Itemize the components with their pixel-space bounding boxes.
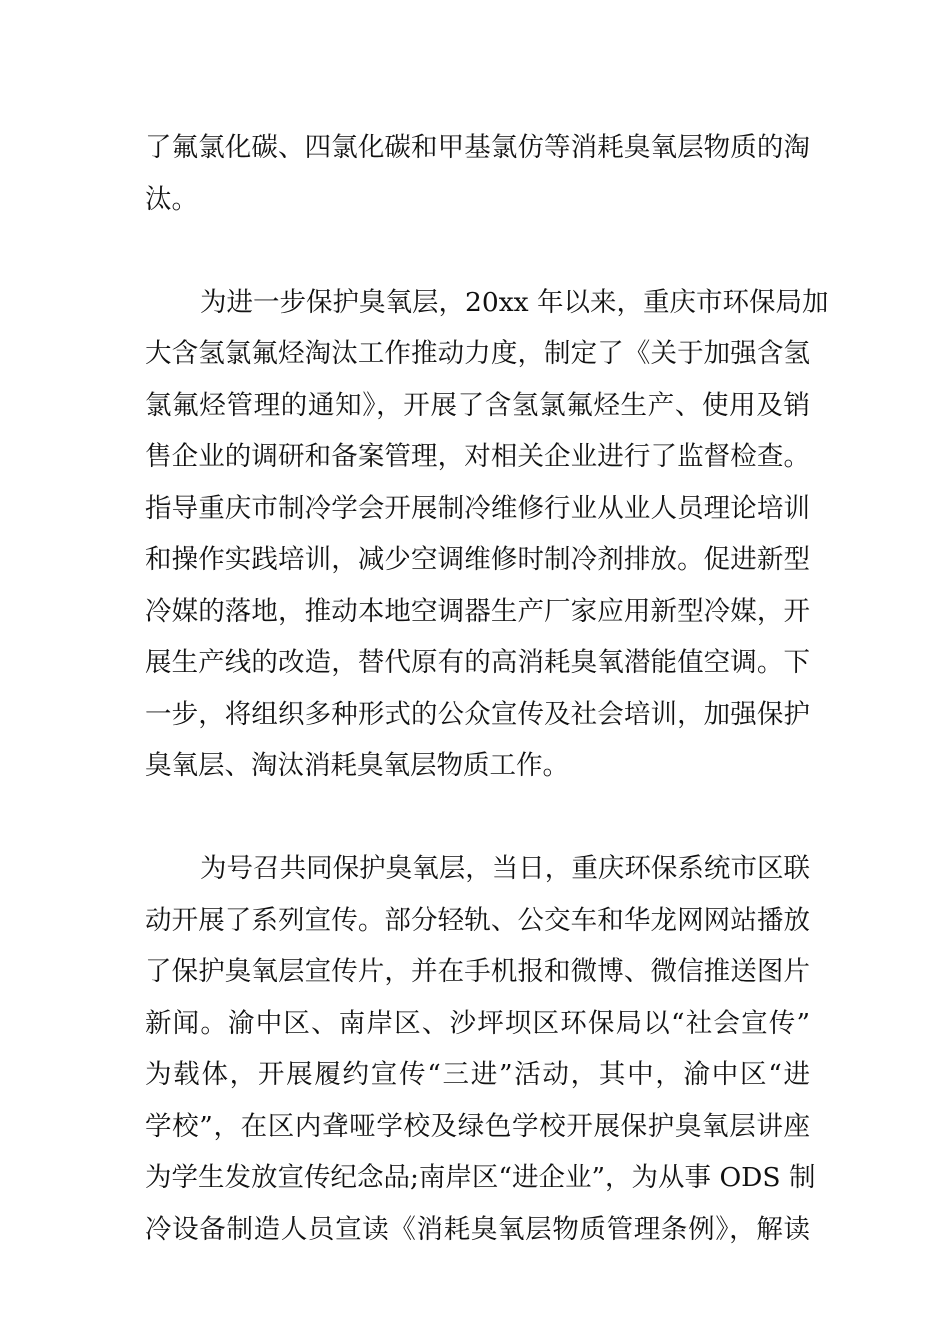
text-line: 冷设备制造人员宣读《消耗臭氧层物质管理条例》，解读: [145, 1213, 810, 1245]
text-line: 为号召共同保护臭氧层，当日，重庆环保系统市区联: [200, 853, 810, 884]
text-line: 指导重庆市制冷学会开展制冷维修行业从业人员理论培训: [145, 492, 810, 524]
text-line: 新闻。渝中区、南岸区、沙坪坝区环保局以“社会宣传”: [145, 1007, 810, 1039]
text-line: 了氟氯化碳、四氯化碳和甲基氯仿等消耗臭氧层物质的淘: [145, 132, 810, 163]
text-line: 售企业的调研和备案管理，对相关企业进行了监督检查。: [145, 441, 810, 472]
text-line: 为载体，开展履约宣传“三进”活动，其中，渝中区“进: [145, 1059, 810, 1090]
paragraph-gap: [145, 792, 810, 844]
text-line: 臭氧层、淘汰消耗臭氧层物质工作。: [145, 750, 569, 781]
text-line: 氯氟烃管理的通知》，开展了含氢氯氟烃生产、使用及销: [145, 389, 810, 421]
text-line: 一步，将组织多种形式的公众宣传及社会培训，加强保护: [145, 698, 810, 730]
text-line: 冷媒的落地，推动本地空调器生产厂家应用新型冷媒，开: [145, 595, 810, 627]
paragraph-2: [145, 277, 829, 792]
text-line: 动开展了系列宣传。部分轻轨、公交车和华龙网网站播放: [145, 904, 810, 936]
paragraph-1: [145, 122, 810, 225]
text-line: 为学生发放宣传纪念品;南岸区“进企业”，为从事 ODS 制: [145, 1162, 816, 1193]
text-line: 为进一步保护臭氧层，20xx 年以来，重庆市环保局加: [200, 286, 829, 318]
paragraph-gap: [145, 225, 810, 277]
text-line: 了保护臭氧层宣传片，并在手机报和微博、微信推送图片: [145, 956, 810, 987]
text-line: 学校”，在区内聋哑学校及绿色学校开展保护臭氧层讲座: [145, 1110, 810, 1142]
text-line: 展生产线的改造，替代原有的高消耗臭氧潜能值空调。下: [145, 647, 810, 678]
paragraph-3: [145, 843, 816, 1255]
text-line: 汰。: [145, 183, 198, 215]
text-line: 和操作实践培训，减少空调维修时制冷剂排放。促进新型: [145, 544, 810, 575]
text-line: 大含氢氯氟烃淘汰工作推动力度，制定了《关于加强含氢: [145, 338, 810, 369]
document-page: [145, 122, 829, 1255]
